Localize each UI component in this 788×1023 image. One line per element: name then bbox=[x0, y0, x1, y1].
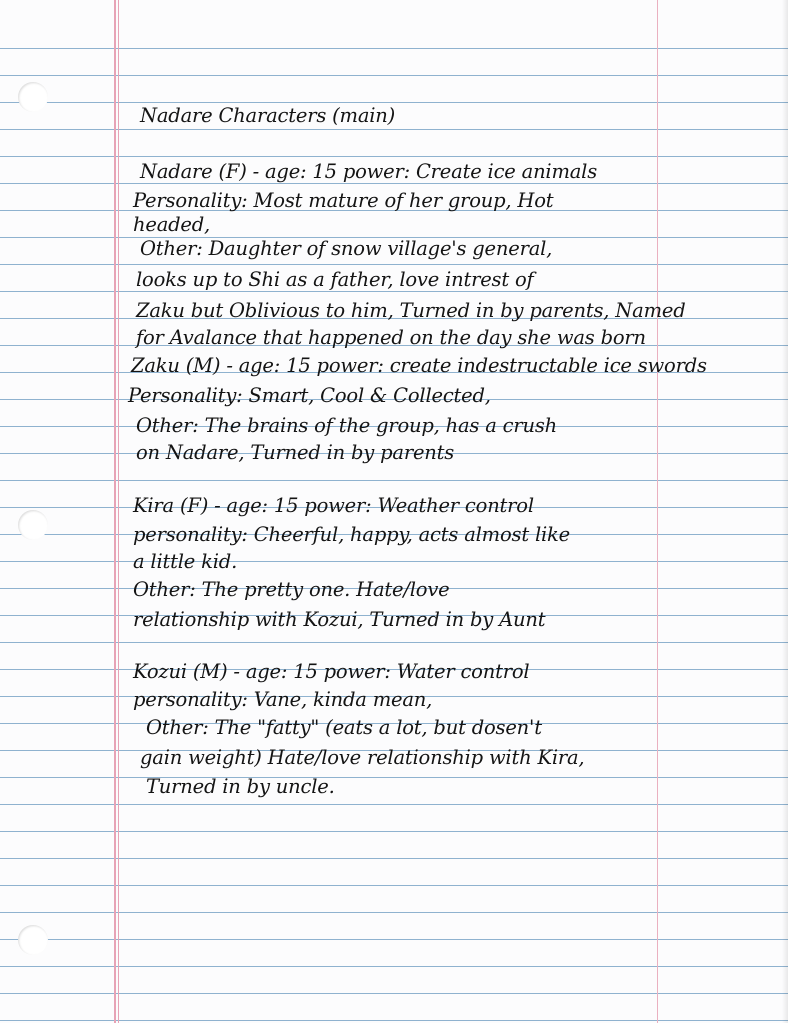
text-line: a little kid. bbox=[133, 550, 238, 573]
page-title: Nadare Characters (main) bbox=[140, 104, 396, 127]
text-line: on Nadare, Turned in by parents bbox=[136, 441, 455, 464]
text-line: looks up to Shi as a father, love intrest of bbox=[136, 268, 534, 291]
text-line: personality: Vane, kinda mean, bbox=[133, 688, 433, 711]
text-line: personality: Cheerful, happy, acts almost like bbox=[133, 523, 570, 546]
text-line: Kozui (M) - age: 15 power: Water control bbox=[133, 660, 530, 683]
text-line: Personality: Smart, Cool & Collected, bbox=[128, 384, 491, 407]
text-line: Kira (F) - age: 15 power: Weather control bbox=[133, 494, 534, 517]
text-line: Nadare (F) - age: 15 power: Create ice animals bbox=[140, 160, 598, 183]
text-line: for Avalance that happened on the day she was born bbox=[136, 326, 646, 349]
text-line: relationship with Kozui, Turned in by Aunt bbox=[133, 608, 546, 631]
text-line: Zaku but Oblivious to him, Turned in by parents, Named bbox=[136, 299, 686, 322]
text-line: Other: The brains of the group, has a crush bbox=[136, 414, 557, 437]
text-line: gain weight) Hate/love relationship with Kira, bbox=[140, 746, 585, 769]
text-line: Turned in by uncle. bbox=[146, 775, 335, 798]
text-line: Other: Daughter of snow village's general, bbox=[140, 237, 553, 260]
text-line: Other: The "fatty" (eats a lot, but dosen't bbox=[146, 716, 542, 739]
text-line: Personality: Most mature of her group, Hot bbox=[133, 189, 554, 212]
text-line: headed, bbox=[133, 213, 211, 236]
text-line: Other: The pretty one. Hate/love bbox=[133, 578, 450, 601]
text-line: Zaku (M) - age: 15 power: create indestructable ice swords bbox=[131, 354, 707, 377]
